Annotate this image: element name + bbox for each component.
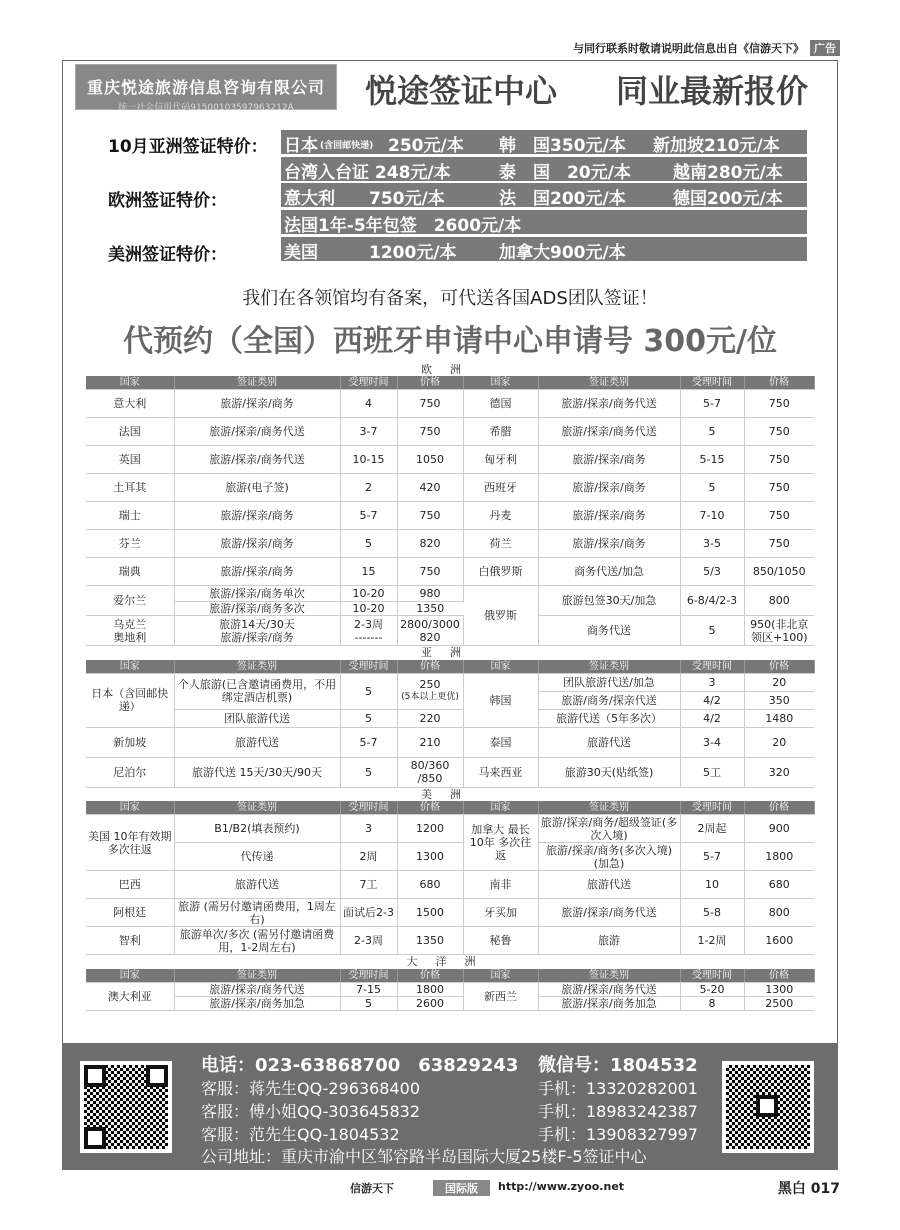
table-cell: 2周 — [340, 843, 397, 871]
table-cell: 新西兰 — [463, 982, 538, 1010]
table-cell: 马来西亚 — [463, 757, 538, 787]
table-cell: 2 — [340, 474, 397, 502]
table-cell: 5 — [680, 616, 744, 646]
qr-code-left — [80, 1061, 172, 1153]
table-cell: 国家 — [463, 969, 538, 983]
table-cell: 2-3周 — [340, 927, 397, 955]
table-cell: 个人旅游(已含邀请函费用，不用绑定酒店机票) — [174, 673, 340, 709]
table-cell: 5-7 — [340, 727, 397, 757]
table-cell: 英国 — [86, 446, 174, 474]
table-cell: 5-15 — [680, 446, 744, 474]
table-cell: 4/2 — [680, 691, 744, 709]
table-cell: 750 — [397, 418, 463, 446]
table-cell: 国家 — [86, 376, 174, 390]
table-row — [86, 418, 814, 446]
table-cell: 商务代送/加急 — [538, 558, 680, 586]
table-cell: 5-20 — [680, 982, 744, 996]
table-cell: 旅游/探亲/商务代送 — [538, 418, 680, 446]
table-cell: 价格 — [397, 660, 463, 674]
table-cell: 750 — [397, 502, 463, 530]
company-name: 重庆悦途旅游信息咨询有限公司 — [86, 78, 325, 97]
table-cell: 80/360 /850 — [397, 757, 463, 787]
table-row — [86, 996, 814, 1010]
america-label: 美洲签证特价： — [108, 245, 227, 265]
table-cell: 受理时间 — [680, 660, 744, 674]
table-cell: 5-7 — [680, 843, 744, 871]
table-cell: 团队旅游代送/加急 — [538, 673, 680, 691]
m3: 手机：13908327997 — [538, 1125, 698, 1144]
table-cell: 210 — [397, 727, 463, 757]
price-bar: 日本 (含回邮快递) 250元/本 韩 国350元/本 新加坡210元/本 — [281, 130, 807, 154]
table-cell: 国家 — [86, 801, 174, 815]
table-cell: 7工 — [340, 871, 397, 899]
table-row — [86, 502, 814, 530]
table-cell: 受理时间 — [340, 376, 397, 390]
table-cell: 国家 — [463, 376, 538, 390]
price-bar: 美国 1200元/本 加拿大900元/本 — [281, 237, 807, 261]
table-cell: 旅游/探亲/商务 — [174, 558, 340, 586]
table-cell: 旅游/探亲/商务代送 — [174, 982, 340, 996]
table-cell: 旅游/探亲/商务代送 — [174, 446, 340, 474]
table-cell: 350 — [744, 691, 814, 709]
table-cell: 商务代送 — [538, 616, 680, 646]
table-cell: 1300 — [744, 982, 814, 996]
table-cell: 签证类别 — [174, 969, 340, 983]
company-logo — [75, 64, 337, 113]
table-cell: 7-15 — [340, 982, 397, 996]
table-cell: 旅游 — [538, 927, 680, 955]
table-cell: 1800 — [397, 982, 463, 996]
visa-price-table — [86, 362, 814, 1011]
table-cell: 旅游(电子签) — [174, 474, 340, 502]
table-header — [86, 969, 814, 983]
table-cell: 受理时间 — [340, 660, 397, 674]
table-cell: 国家 — [86, 969, 174, 983]
table-cell: 阿根廷 — [86, 899, 174, 927]
table-cell: 旅游/探亲/商务加急 — [174, 996, 340, 1010]
table-cell: 3 — [340, 815, 397, 843]
table-header — [86, 801, 814, 815]
table-cell: 价格 — [744, 969, 814, 983]
table-cell: 加拿大 最长10年 多次往返 — [463, 815, 538, 871]
table-cell: 旅游代送 — [538, 871, 680, 899]
table-cell: 韩国 — [463, 673, 538, 727]
website-link[interactable]: http://www.zyoo.net — [498, 1180, 625, 1193]
europe-label: 欧洲签证特价： — [108, 191, 227, 211]
headline-right: 同业最新报价 — [616, 72, 809, 110]
table-cell: 日本（含回邮快递） — [86, 673, 174, 727]
table-cell: 美国 10年有效期 多次往返 — [86, 815, 174, 871]
table-cell: 澳大利亚 — [86, 982, 174, 1010]
table-cell: 旅游/探亲/商务代送 — [538, 982, 680, 996]
table-cell: 旅游/探亲/商务 — [174, 502, 340, 530]
price-bar: 意大利 750元/本 法 国200元/本 德国200元/本 — [281, 183, 807, 207]
table-row — [86, 446, 814, 474]
cs1: 客服：蒋先生QQ-296368400 — [201, 1079, 421, 1098]
table-cell: 价格 — [744, 801, 814, 815]
table-cell: 1350 — [397, 927, 463, 955]
table-row — [86, 586, 814, 602]
table-row — [86, 982, 814, 996]
table-row — [86, 815, 814, 843]
table-cell: 1480 — [744, 709, 814, 727]
table-cell: 旅游包签30天/加急 — [538, 586, 680, 616]
table-cell: 2500 — [744, 996, 814, 1010]
table-cell: 签证类别 — [538, 801, 680, 815]
table-cell: 2-3周 ------- — [340, 616, 397, 646]
table-cell: 旅游/探亲/商务/超级签证(多次入境) — [538, 815, 680, 843]
table-header — [86, 660, 814, 674]
table-cell: 4 — [340, 390, 397, 418]
table-cell: 680 — [744, 871, 814, 899]
table-cell: 15 — [340, 558, 397, 586]
table-cell: 250 (5本以上更优) — [397, 673, 463, 709]
table-cell: 8 — [680, 996, 744, 1010]
qr-code-right — [722, 1061, 814, 1153]
table-cell: 旅游代送 15天/30天/90天 — [174, 757, 340, 787]
section-title: 欧洲 — [421, 362, 479, 376]
table-cell: 5 — [340, 530, 397, 558]
table-cell: 牙买加 — [463, 899, 538, 927]
table-cell: 法国 — [86, 418, 174, 446]
table-cell: 签证类别 — [174, 376, 340, 390]
credit-code: 统一社会信用代码91500103597963212A — [118, 103, 294, 113]
table-row — [86, 673, 814, 691]
table-cell: 2800/3000 820 — [397, 616, 463, 646]
table-cell: 5-8 — [680, 899, 744, 927]
table-cell: 7-10 — [680, 502, 744, 530]
table-cell: 签证类别 — [174, 660, 340, 674]
table-cell: 旅游14天/30天 旅游/探亲/商务 — [174, 616, 340, 646]
cs3: 客服：范先生QQ-1804532 — [201, 1125, 400, 1144]
table-cell: 旅游30天(贴纸签) — [538, 757, 680, 787]
table-cell: 旅游/探亲/商务 — [538, 446, 680, 474]
table-cell: 智利 — [86, 927, 174, 955]
table-cell: 国家 — [86, 660, 174, 674]
table-cell: 320 — [744, 757, 814, 787]
table-cell: 西班牙 — [463, 474, 538, 502]
table-cell: 旅游 (需另付邀请函费用，1周左右) — [174, 899, 340, 927]
table-cell: 5/3 — [680, 558, 744, 586]
table-cell: 旅游代送 — [538, 727, 680, 757]
table-cell: 1-2周 — [680, 927, 744, 955]
table-cell: 750 — [744, 530, 814, 558]
table-cell: 价格 — [397, 801, 463, 815]
table-cell: 旅游代送（5年多次） — [538, 709, 680, 727]
table-row — [86, 616, 814, 646]
table-cell: 签证类别 — [174, 801, 340, 815]
table-cell: 国家 — [463, 660, 538, 674]
table-cell: 旅游/探亲/商务多次 — [174, 602, 340, 616]
table-cell: 5 — [340, 673, 397, 709]
table-cell: 土耳其 — [86, 474, 174, 502]
m1: 手机：13320282001 — [538, 1079, 698, 1098]
table-cell: 旅游/探亲/商务加急 — [538, 996, 680, 1010]
table-cell: 1500 — [397, 899, 463, 927]
table-cell: 3 — [680, 673, 744, 691]
table-cell: 受理时间 — [680, 376, 744, 390]
table-cell: 1350 — [397, 602, 463, 616]
table-cell: 6-8/4/2-3 — [680, 586, 744, 616]
table-cell: 价格 — [744, 660, 814, 674]
table-cell: 750 — [397, 390, 463, 418]
table-cell: 5 — [680, 418, 744, 446]
table-cell: 受理时间 — [340, 801, 397, 815]
table-cell: 价格 — [744, 376, 814, 390]
table-cell: 白俄罗斯 — [463, 558, 538, 586]
table-cell: 1600 — [744, 927, 814, 955]
table-cell: 5 — [340, 709, 397, 727]
asia-label: 10月亚洲签证特价： — [108, 137, 268, 157]
table-cell: 俄罗斯 — [463, 586, 538, 646]
wechat: 微信号：1804532 — [538, 1055, 698, 1076]
table-cell: 5 — [340, 996, 397, 1010]
page-number: 黑白 017 — [777, 1181, 840, 1197]
table-cell: 680 — [397, 871, 463, 899]
table-cell: 希腊 — [463, 418, 538, 446]
table-row — [86, 843, 814, 871]
table-cell: 南非 — [463, 871, 538, 899]
pub-name: 信游天下 — [350, 1182, 394, 1195]
headline-left: 悦途签证中心 — [365, 72, 558, 110]
phone: 电话：023-63868700 63829243 — [201, 1055, 519, 1076]
table-row — [86, 474, 814, 502]
table-cell: 旅游代送 — [174, 871, 340, 899]
table-cell: 旅游/探亲/商务代送 — [538, 899, 680, 927]
table-cell: 820 — [397, 530, 463, 558]
table-row — [86, 530, 814, 558]
table-cell: 巴西 — [86, 871, 174, 899]
table-cell: 10-15 — [340, 446, 397, 474]
top-note: 与同行联系时敬请说明此信息出自《信游天下》 广告 — [573, 40, 840, 56]
table-cell: 1800 — [744, 843, 814, 871]
table-cell: 爱尔兰 — [86, 586, 174, 616]
table-cell: 团队旅游代送 — [174, 709, 340, 727]
table-cell: 1050 — [397, 446, 463, 474]
table-cell: 750 — [744, 502, 814, 530]
table-cell: 旅游/探亲/商务 — [538, 474, 680, 502]
table-cell: 德国 — [463, 390, 538, 418]
table-cell: 850/1050 — [744, 558, 814, 586]
table-row — [86, 757, 814, 787]
table-cell: 匈牙利 — [463, 446, 538, 474]
table-cell: 受理时间 — [340, 969, 397, 983]
ad-tag: 广告 — [810, 40, 840, 56]
table-cell: 800 — [744, 586, 814, 616]
table-cell: 意大利 — [86, 390, 174, 418]
table-row — [86, 927, 814, 955]
table-cell: 旅游/探亲/商务 — [174, 390, 340, 418]
table-cell: 900 — [744, 815, 814, 843]
table-cell: 750 — [744, 390, 814, 418]
table-cell: 尼泊尔 — [86, 757, 174, 787]
table-cell: 5 — [680, 474, 744, 502]
table-cell: 750 — [744, 474, 814, 502]
contact-footer — [62, 1043, 838, 1170]
table-cell: 950(非北京领区+100) — [744, 616, 814, 646]
notice-text: 我们在各领馆均有备案，可代送各国ADS团队签证！ — [242, 288, 658, 309]
table-cell: B1/B2(填表预约) — [174, 815, 340, 843]
table-cell: 10-20 — [340, 586, 397, 602]
table-cell: 5工 — [680, 757, 744, 787]
table-cell: 泰国 — [463, 727, 538, 757]
table-cell: 2600 — [397, 996, 463, 1010]
edition: 国际版 — [433, 1180, 490, 1196]
address: 公司地址：重庆市渝中区邹容路半岛国际大厦25楼F-5签证中心 — [201, 1147, 647, 1166]
table-cell: 旅游/探亲/商务代送 — [174, 418, 340, 446]
table-cell: 签证类别 — [538, 660, 680, 674]
table-cell: 220 — [397, 709, 463, 727]
table-cell: 代传递 — [174, 843, 340, 871]
table-cell: 5 — [340, 757, 397, 787]
table-cell: 10-20 — [340, 602, 397, 616]
table-row — [86, 390, 814, 418]
table-cell: 旅游单次/多次 (需另付邀请函费用，1-2周左右) — [174, 927, 340, 955]
table-cell: 芬兰 — [86, 530, 174, 558]
table-cell: 旅游/探亲/商务 — [538, 502, 680, 530]
table-row — [86, 727, 814, 757]
table-cell: 乌克兰 奥地利 — [86, 616, 174, 646]
table-cell: 价格 — [397, 376, 463, 390]
table-row — [86, 709, 814, 727]
table-cell: 旅游/探亲/商务 — [174, 530, 340, 558]
table-cell: 旅游代送 — [174, 727, 340, 757]
table-row — [86, 871, 814, 899]
table-cell: 1300 — [397, 843, 463, 871]
table-cell: 5-7 — [340, 502, 397, 530]
table-cell: 5-7 — [680, 390, 744, 418]
table-header — [86, 376, 814, 390]
section-title: 大洋洲 — [406, 955, 494, 969]
table-cell: 4/2 — [680, 709, 744, 727]
cs2: 客服：傅小姐QQ-303645832 — [201, 1102, 421, 1121]
table-cell: 3-5 — [680, 530, 744, 558]
table-row — [86, 558, 814, 586]
table-cell: 800 — [744, 899, 814, 927]
table-cell: 荷兰 — [463, 530, 538, 558]
table-cell: 国家 — [463, 801, 538, 815]
table-cell: 1200 — [397, 815, 463, 843]
table-cell: 10 — [680, 871, 744, 899]
table-cell: 420 — [397, 474, 463, 502]
promo-text: 代预约（全国）西班牙申请中心申请号 300元/位 — [122, 324, 778, 359]
table-cell: 旅游/探亲/商务(多次入境)(加急) — [538, 843, 680, 871]
table-cell: 新加坡 — [86, 727, 174, 757]
table-cell: 20 — [744, 727, 814, 757]
table-cell: 签证类别 — [538, 376, 680, 390]
table-cell: 980 — [397, 586, 463, 602]
table-cell: 750 — [744, 418, 814, 446]
table-cell: 受理时间 — [680, 801, 744, 815]
table-cell: 瑞士 — [86, 502, 174, 530]
table-cell: 旅游/商务/探亲代送 — [538, 691, 680, 709]
table-cell: 750 — [397, 558, 463, 586]
table-cell: 3-4 — [680, 727, 744, 757]
section-title: 亚洲 — [421, 646, 479, 660]
table-cell: 750 — [744, 446, 814, 474]
table-cell: 签证类别 — [538, 969, 680, 983]
section-title: 美洲 — [421, 787, 479, 801]
table-cell: 受理时间 — [680, 969, 744, 983]
table-cell: 瑞典 — [86, 558, 174, 586]
table-cell: 旅游/探亲/商务 — [538, 530, 680, 558]
table-cell: 秘鲁 — [463, 927, 538, 955]
table-cell: 价格 — [397, 969, 463, 983]
price-bar: 台湾入台证 248元/本 泰 国 20元/本 越南280元/本 — [281, 157, 807, 181]
table-cell: 面试后2-3 — [340, 899, 397, 927]
price-bar: 法国1年-5年包签 2600元/本 — [281, 210, 807, 234]
table-cell: 旅游/探亲/商务代送 — [538, 390, 680, 418]
table-cell: 旅游/探亲/商务单次 — [174, 586, 340, 602]
table-cell: 丹麦 — [463, 502, 538, 530]
table-cell: 3-7 — [340, 418, 397, 446]
m2: 手机：18983242387 — [538, 1102, 698, 1121]
table-row — [86, 899, 814, 927]
table-cell: 20 — [744, 673, 814, 691]
table-cell: 2周起 — [680, 815, 744, 843]
